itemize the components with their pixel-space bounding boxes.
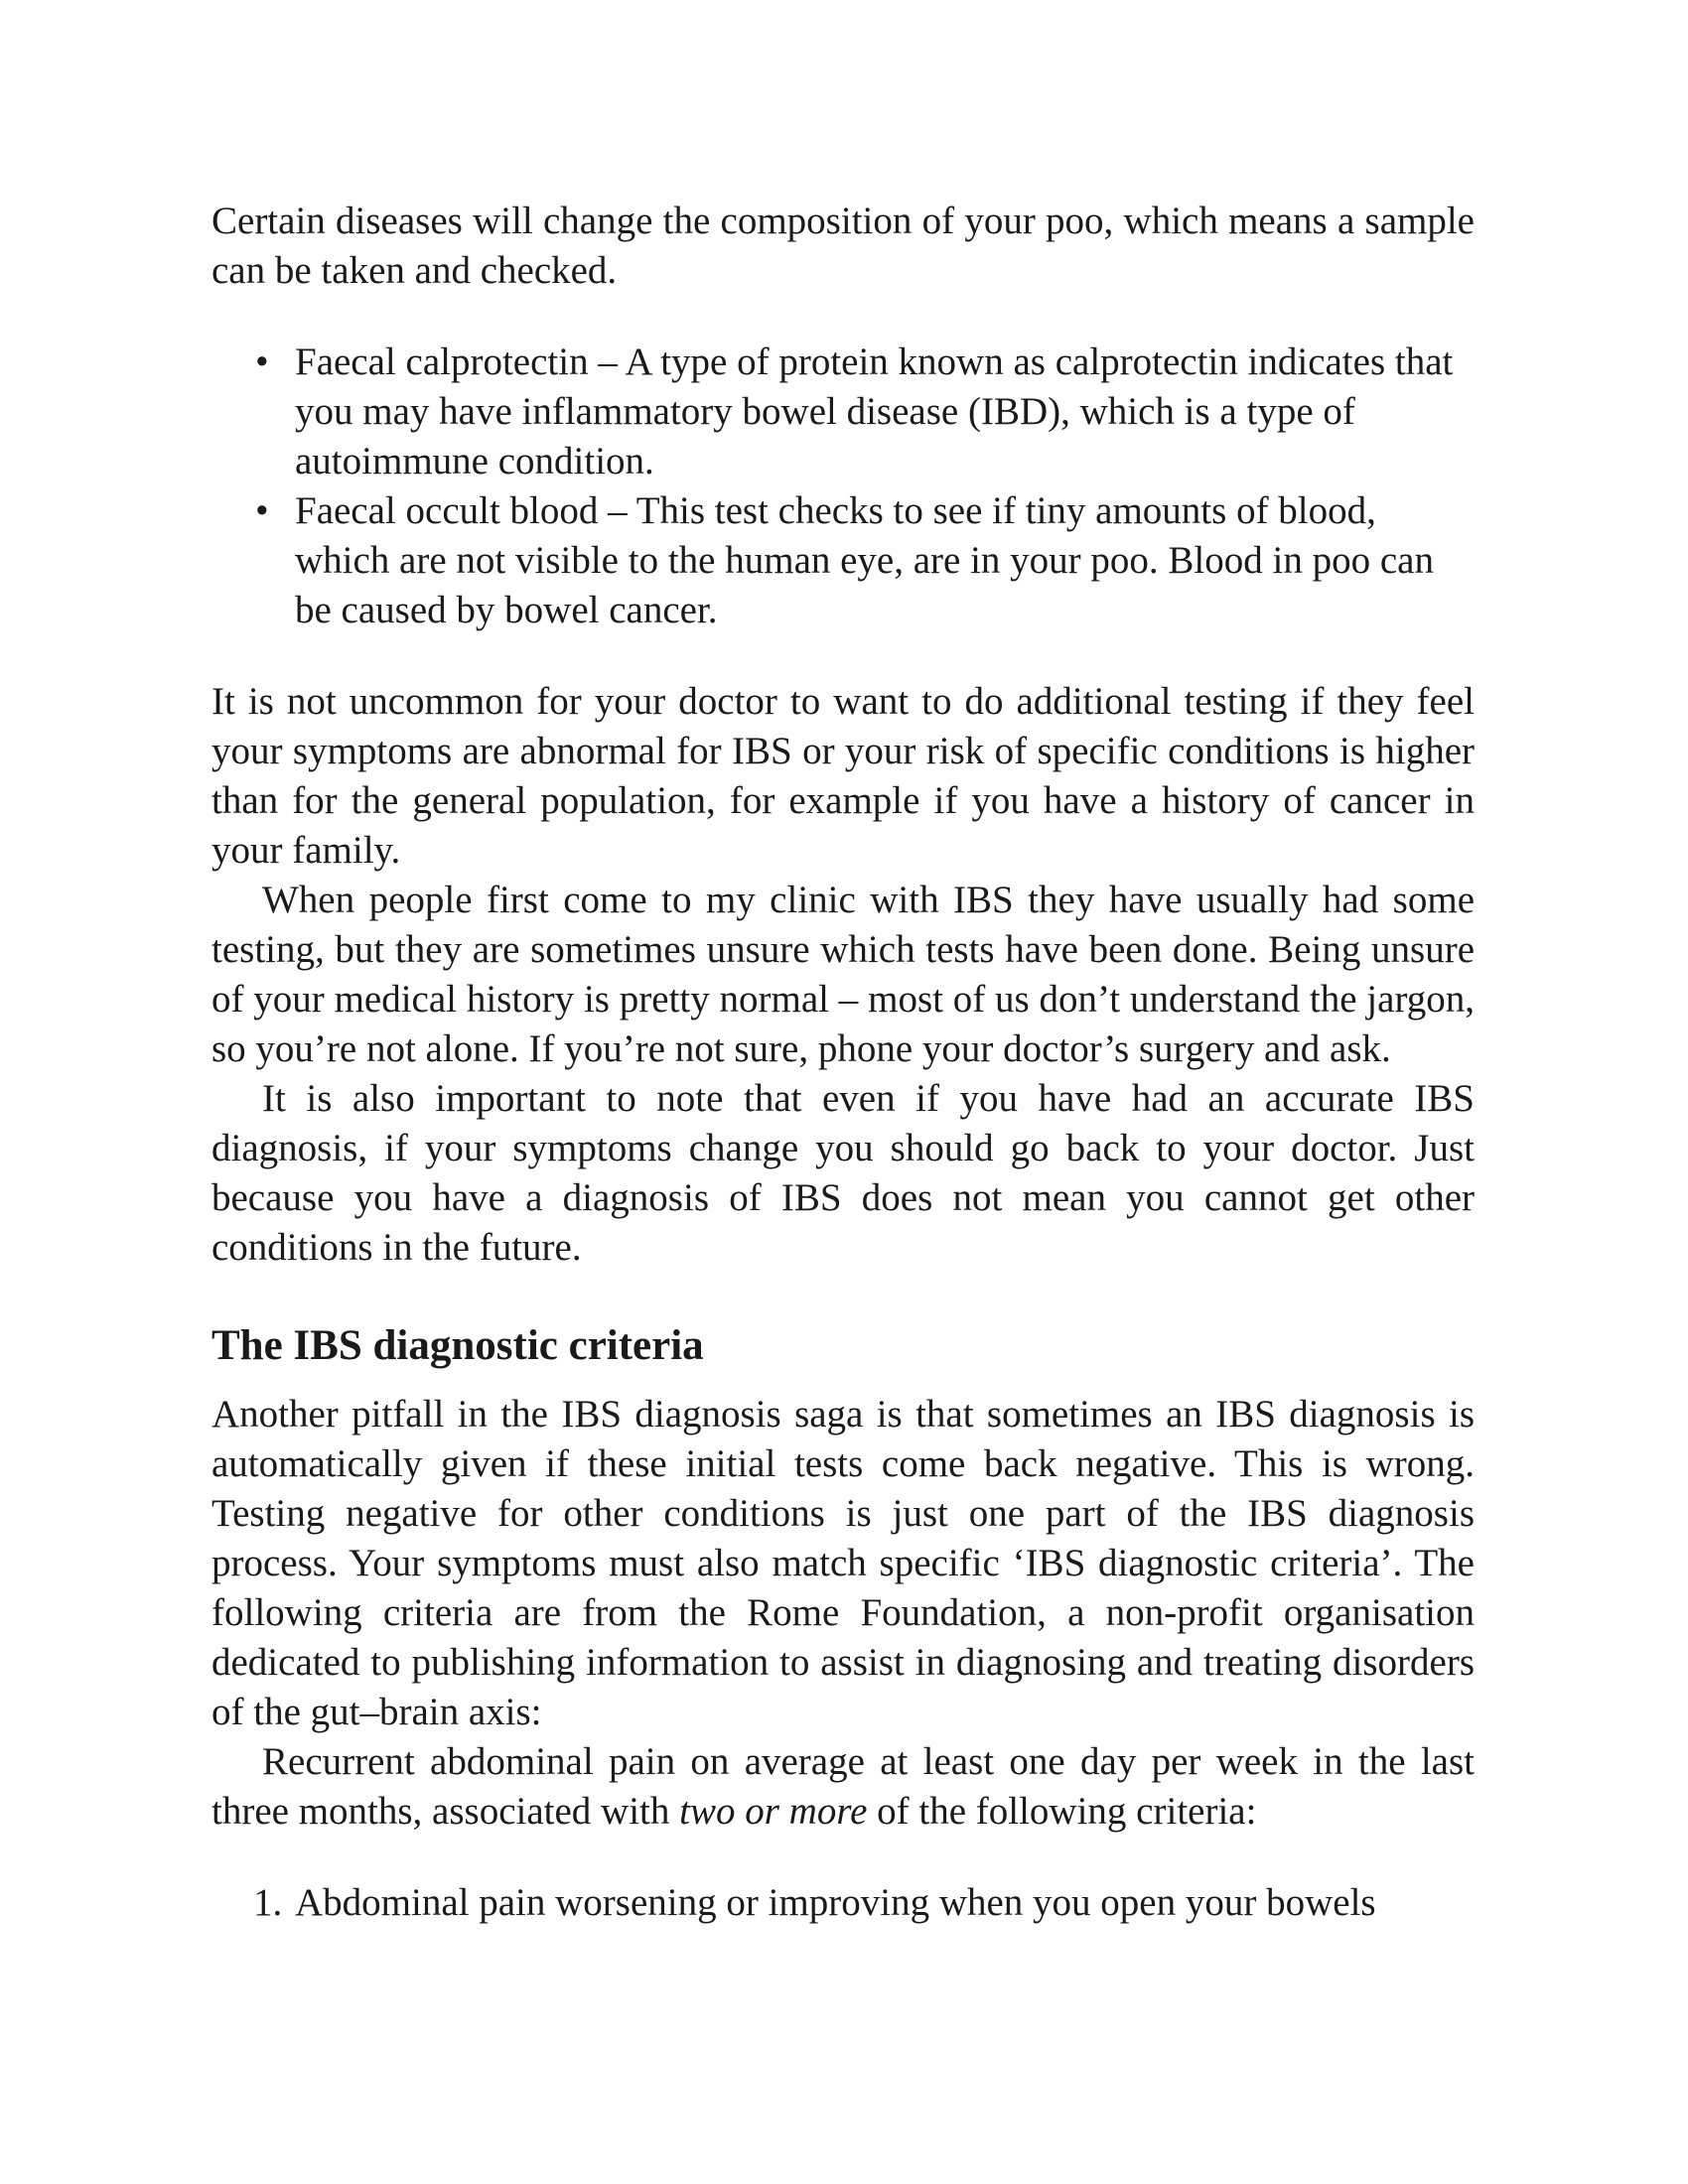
bullet-text: Faecal calprotectin – A type of protein known as calprotectin indicates that you may have inflammatory bowel disease (IBD), which is a type of autoimmune condition.: [295, 341, 1454, 482]
page-body: [211, 197, 1475, 1928]
body-paragraph: Another pitfall in the IBS diagnosis saga is that sometimes an IBS diagnosis is automatically given if these initial tests come back negative. This is wrong. Testing negative for other conditions is just one part of the IBS diagnosis process. Your symptoms must also match specific ‘IBS diagnostic criteria’. The following criteria are from the Rome Foundation, a non-profit organisation dedicated to publishing information to assist in diagnosing and treating disorders of the gut–brain axis:: [211, 1393, 1475, 1733]
list-item: [211, 486, 1475, 635]
intro-paragraph: Certain diseases will change the composition of your poo, which means a sample can be taken and checked.: [211, 200, 1475, 292]
body-paragraph: It is not uncommon for your doctor to want to do additional testing if they feel your symptoms are abnormal for IBS or your risk of specific conditions is higher than for the general population, for example if you have a history of cancer in your family.: [211, 680, 1475, 872]
list-number: 1.: [253, 1881, 283, 1924]
list-item: [211, 1878, 1475, 1928]
bullet-marker: •: [255, 341, 269, 383]
section-heading: The IBS diagnostic criteria: [211, 1322, 704, 1369]
emphasis-text: two or more: [679, 1790, 868, 1833]
bullet-marker: •: [255, 489, 269, 532]
body-paragraph: When people first come to my clinic with IBS they have usually had some testing, but they are sometimes unsure which tests have been done. Being unsure of your medical history is pretty normal – most of us don’t understand the jargon, so you’re not alone. If you’re not sure, phone your doctor’s surgery and ask.: [211, 879, 1475, 1070]
list-item: [211, 338, 1475, 486]
bullet-text: Faecal occult blood – This test checks to see if tiny amounts of blood, which are not visible to the human eye, are in your poo. Blood in poo can be caused by bowel cancer.: [295, 489, 1434, 631]
test-bullet-list: [211, 338, 1475, 635]
criteria-text: Abdominal pain worsening or improving when you open your bowels: [295, 1881, 1376, 1924]
body-paragraph: It is also important to note that even if you have had an accurate IBS diagnosis, if your symptoms change you should go back to your doctor. Just because you have a diagnosis of IBS does not mean you cannot get other conditions in the future.: [211, 1077, 1475, 1269]
criteria-intro-text-end: of the following criteria:: [867, 1790, 1257, 1833]
criteria-intro-paragraph: [211, 1737, 1475, 1837]
criteria-list: [211, 1878, 1475, 1928]
criteria-intro-text: Recurrent abdominal pain on average at least one day per week in the last three months, associated with: [211, 1740, 1475, 1833]
